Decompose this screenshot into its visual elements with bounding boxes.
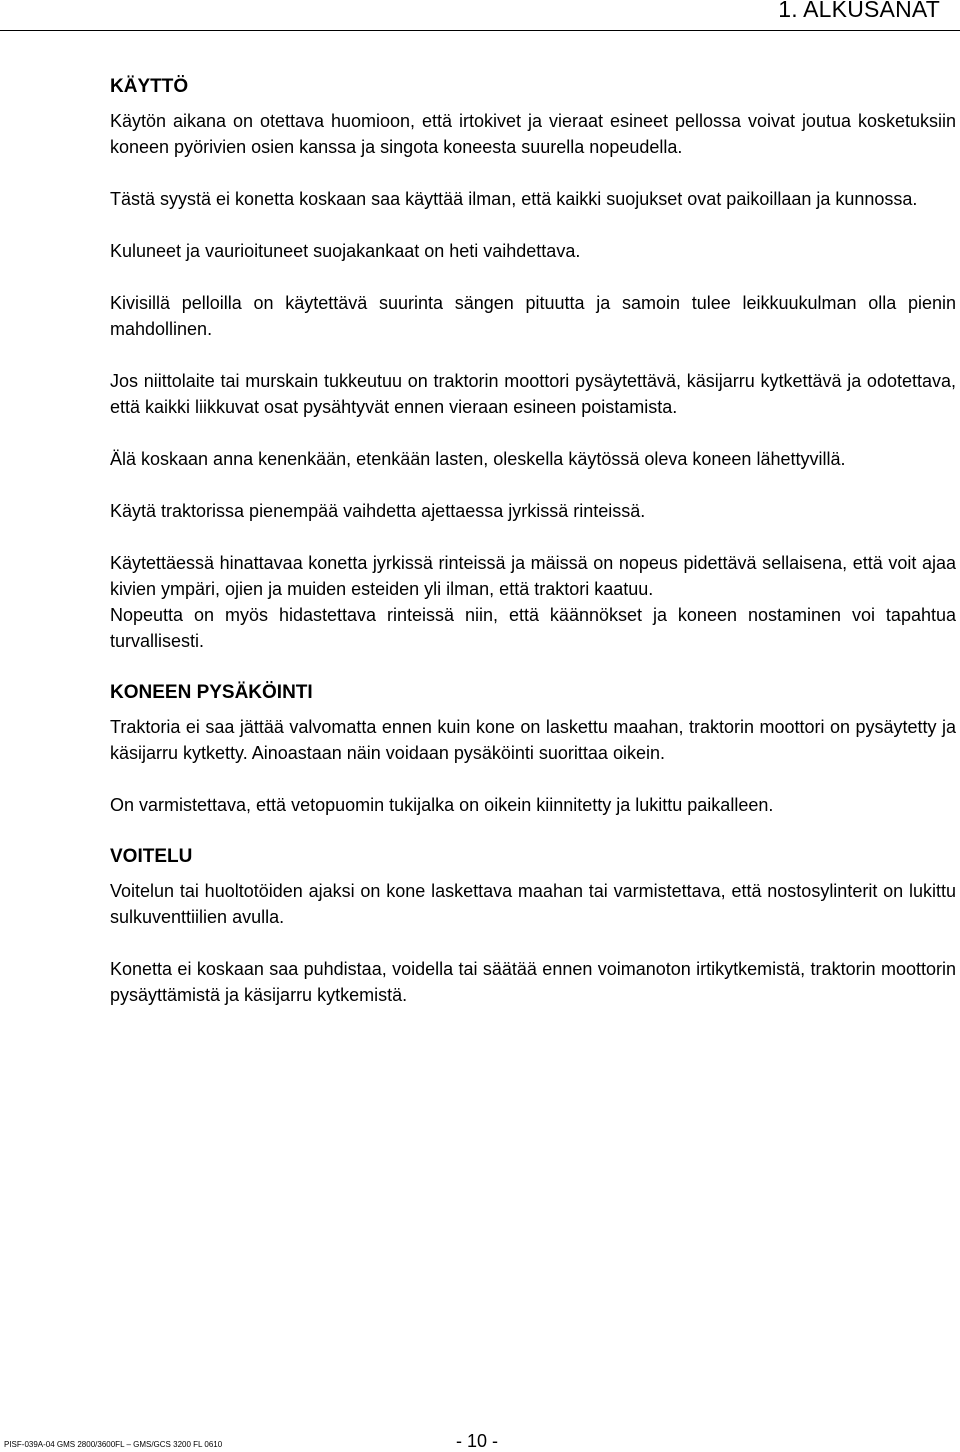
paragraph: Käytön aikana on otettava huomioon, että irtokivet ja vieraat esineet pellossa voivat joutua kosketuksiin koneen pyörivien osien kanssa ja singota koneesta suurella nopeudella. xyxy=(110,111,956,157)
section-pysakointi xyxy=(110,680,956,818)
page-header xyxy=(0,0,960,31)
paragraph: Nopeutta on myös hidastettava rinteissä niin, että käännökset ja koneen nostaminen voi tapahtua turvallisesti. xyxy=(110,605,956,651)
paragraph: Käytä traktorissa pienempää vaihdetta ajettaessa jyrkissä rinteissä. xyxy=(110,501,646,521)
paragraph: Tästä syystä ei konetta koskaan saa käyttää ilman, että kaikki suojukset ovat paikoillaan ja kunnossa. xyxy=(110,189,918,209)
section-heading-voitelu: VOITELU xyxy=(110,846,193,867)
paragraph: Älä koskaan anna kenenkään, etenkään lasten, oleskella käytössä oleva koneen lähettyvillä. xyxy=(110,449,846,469)
paragraph: Konetta ei koskaan saa puhdistaa, voidella tai säätää ennen voimanoton irtikytkemistä, traktorin moottorin pysäyttämistä ja käsijarru kytkemistä. xyxy=(110,959,956,1005)
paragraph: On varmistettava, että vetopuomin tukijalka on oikein kiinnitetty ja lukittu paikalleen. xyxy=(110,795,774,815)
paragraph: Voitelun tai huoltotöiden ajaksi on kone laskettava maahan tai varmistettava, että nostosylinterit on lukittu sulkuventtiilien avulla. xyxy=(110,881,956,927)
section-kaytto xyxy=(110,74,956,654)
page-number: - 10 - xyxy=(456,1431,499,1451)
page-content xyxy=(110,74,956,1008)
paragraph: Traktoria ei saa jättää valvomatta ennen kuin kone on laskettu maahan, traktorin moottori on pysäytetty ja käsijarru kytketty. Ainoastaan näin voidaan pysäköinti suorittaa oikein. xyxy=(110,717,956,763)
document-code: PISF-039A-04 GMS 2800/3600FL – GMS/GCS 3200 FL 0610 xyxy=(4,1440,223,1449)
section-heading-kaytto: KÄYTTÖ xyxy=(110,76,189,97)
paragraph: Jos niittolaite tai murskain tukkeutuu on traktorin moottori pysäytettävä, käsijarru kytkettävä ja odotettava, että kaikki liikkuvat osat pysähtyvät ennen vieraan esineen poistamista. xyxy=(110,371,956,417)
paragraph: Kuluneet ja vaurioituneet suojakankaat on heti vaihdettava. xyxy=(110,241,581,261)
section-voitelu xyxy=(110,844,956,1008)
section-heading-pysakointi: KONEEN PYSÄKÖINTI xyxy=(110,682,313,703)
chapter-title: 1. ALKUSANAT xyxy=(778,0,940,22)
paragraph: Kivisillä pelloilla on käytettävä suurinta sängen pituutta ja samoin tulee leikkuukulman olla pienin mahdollinen. xyxy=(110,293,956,339)
paragraph: Käytettäessä hinattavaa konetta jyrkissä rinteissä ja mäissä on nopeus pidettävä sellaisena, että voit ajaa kivien ympäri, ojien ja muiden esteiden yli ilman, että traktori kaatuu. xyxy=(110,553,956,599)
